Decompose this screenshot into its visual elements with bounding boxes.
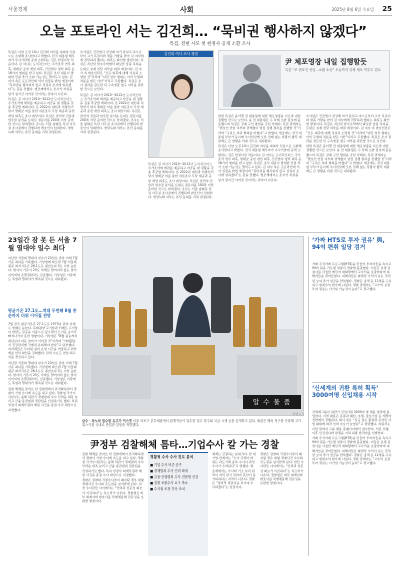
story1-body-col4: 수사팀은 건진법사 전성배 씨가 통일교 측으로부터 고가 목걸이와 명품 가방을 받아 김 여사에게 전달하려 했다는 의혹도 확인할 방침이다. 특검은 지난달 압수수색에서 확보한 물품 목록을 토대로 실제 전달 여부를 따질 예정이다. 김 여사 측 변호인단은 “모든 의혹에 대해 성실히 소명할 것”이라며 “다만 일부 혐의는 이미 무혐의 처분을 받은 사안”이라고 주장했다. 특검은 조사 결과를 검토한 뒤 구속영장 청구 여부를 판단할 것으로 보인다. 한편 특검은 윤석열 전 대통령에 대한 체포영장을 이르면 내일 집행할 것으로 보인다. 윤 전 대통령은 두 차례 소환 통보에 불응했으며 특검은 강제 구인 방침을 굳힌 상태다. 특검 관계자는 “변호인 선임 여부와 관계없이 영장 집행 절차를 진행할 것”이라며 “구치소 측과 협의를 마쳤다”고 밝혔다. 법조계는 전직 대통령 부부가 동시에 수사선상에 오른 전례 없는 상황이 향후 재판에도 큰 영향을 미칠 것으로 내다봤다. — [306, 114, 392, 174]
sidebar-item: ■ 경제범죄 수사 인력 확대 — [150, 468, 188, 473]
seized-bottles-illustration — [83, 237, 304, 416]
seized-goods-banner: 압 수 물 품 — [243, 395, 301, 409]
left-col-headline: 23일간 잠 못 든 서울 7월 열대야 일수 최다 — [8, 236, 77, 252]
story1-photo — [148, 50, 214, 158]
right-col-body-1: 가짜 주식거래 프로그램(HTS)을 만들어 투자자들을 속이고 94억 원을 가로챈 일당이 경찰에 붙잡혔다. 이들은 유명 증권사를 사칭한 메신저 대화방에서 고수익을 보장한다며 피해자들을 끌어들였다. 피해자들은 화면상 수익이 나는 것처럼 보여 추가 입금을 반복했다. 경찰은 총책 등 12명을 구속하고 범죄수익 환수에 나섰다. 경찰 관계자는 “고수익 보장 투자 권유는 사기일 가능성이 높다”고 경고했다. — [312, 262, 392, 291]
left-col-body: 지난달 서울의 열대야 일수가 23일로 관측 이래 7월 기준 최다를 기록했다. 기상청에 따르면 7월 서울의 평균 최저기온은 26.1도로 평년보다 3도 이상 높았다. 밤사이 기온이 25도 아래로 떨어지지 않는 날이 이어지며 온열질환자도 급증했다. 기상청은 이달에도 폭염과 열대야가 계속될 것으로 내다봤다. — [8, 256, 78, 281]
sidebar-item: ■ 수사권 조정 후속 조치 — [150, 487, 185, 492]
story2-body-col1: 검찰 해체를 골자로 한 검찰개혁이 본격화하면서 경찰이 기업 수사에 속도를 내고 있다. 경찰청 국가수사본부는 올해 하반기 경제범죄 수사 인력을 대폭 늘리고 금융·증권범죄 전담팀을 신설하기로 했다. 특히 상장사 회계부정과 배임 사건을 중점 수사 대상으로 지정했다. 경찰은 검찰의 직접수사권이 폐지될 경우 대형 경제사건 수사의 주도권을 넘겨받게 된다. 일선 수사관들 사이에서는 “인력과 전문성 확보가 시급하다”는 목소리가 나온다. 경찰청은 외부 회계사와 변호사를 특별채용해 전문성을 보완할 방침이다. — [82, 452, 144, 503]
story2-divider — [82, 434, 304, 435]
story1-body-col2: 수사팀은 건진법사 전성배 씨가 통일교 측으로부터 고가 목걸이와 명품 가방을 받아 김 여사에게 전달하려 했다는 의혹도 확인할 방침이다. 특검은 지난달 압수수색에서 확보한 물품 목록을 토대로 실제 전달 여부를 따질 예정이다. 김 여사 측 변호인단은 “모든 의혹에 대해 성실히 소명할 것”이라며 “다만 일부 혐의는 이미 무혐의 처분을 받은 사안”이라고 주장했다. 특검은 조사 결과를 검토한 뒤 구속영장 청구 여부를 판단할 것으로 보인다. 특검은 김 여사가 2010~2012년 도이치모터스 주가조작에 계좌를 제공하고 자금을 댄 정황을 집중 추궁할 계획이다. 또 2022년 대선과 지방선거 당시 명태균 씨를 통한 여론조사 무상 제공과 공천 개입 의혹도 조사 대상이다. 특검은 관련자 진술과 압수물 분석을 토대로 질문지를 200쪽 이상 준비한 것으로 알려졌다. 조사는 서울 광화문 특검 사무실 조사실에서 진행되며 변호인이 입회한다. 영상녹화 여부는 본인 동의를 거쳐 결정된다. — [80, 50, 144, 135]
story2-body-col2: 재계는 긴장하는 분위기다. 한 대기업 관계자는 “수사 주체가 바뀌는 과도기에 중복 수사나 과잉 수사가 우려된다”고 말했다. 법조계에서는 수사와 기소 분리 원칙이 자리 잡기 전까지 혼선이 불가피하다는 지적이 나온다. 경찰은 “절차적 정당성을 지키며 수사하겠다”는 입장이다. — [212, 452, 256, 490]
main-subhead: 특검, 전현 사모 첫 헌정사 공개 소환 조사 — [169, 42, 251, 47]
right-col-mid-divider — [312, 382, 392, 383]
story1-body-col5: 특검은 김 여사가 2010~2012년 도이치모터스 주가조작에 계좌를 제공하고 자금을 댄 정황을 집중 추궁할 계획이다. 또 2022년 대선과 지방선거 당시 명태균 씨를 통한 여론조사 무상 제공과 공천 개입 의혹도 조사 대상이다. 특검은 관련자 진술과 압수물 분석을 토대로 질문지를 200쪽 이상 준비한 것으로 알려졌다. 조사는 서울 광화문 특검 사무실 조사실에서 진행되며 변호인이 입회한다. 영상녹화 여부는 본인 동의를 거쳐 결정된다. — [148, 162, 214, 200]
sidebar-item: ■ 금융·증권범죄 수사 전담팀 신설 — [150, 474, 199, 479]
photo-caption: 금수 · 파노라 밀수한 유고가 커스켓 서울 마포구 중부세관에서 관계자들이 압수한 밀수 양주와 고급 시계 등을 공개하고 있다. 세관은 해외 직구를 가장해 고가 위스키를 국내로 반입한 일당을 적발했다. — [82, 419, 301, 428]
callout-subtitle: 특검 “尹 변호인 선임…소환 소송” 오늘까지 강제 체포 여부도 검토 — [285, 68, 381, 72]
portrait-illustration — [149, 57, 214, 158]
sidebar-title: 경찰청 수사 수사 진도 분석 — [150, 455, 194, 459]
photo-credit: 연합뉴스 — [292, 412, 304, 416]
callout-box — [218, 50, 390, 110]
page-number: 25 — [382, 5, 392, 13]
left-col-body2: 7월 전국 평균기온은 27.1도로 1973년 관측 이래 두 번째로 높았다. 북태평양 고기압과 티베트 고기압이 한반도 상공을 이중으로 덮으면서 뜨거운 공기가 빠져나가지 못한 영향이다. 기상청은 “8월 중순까지 평년보다 더운 날씨가 이어질 것”이라며 “야외활동 시 건강관리에 각별히 유의해야 한다”고 당부했다. 지자체들은 무더위 쉼터 운영 시간을 연장하고 취약계층 안부 확인을 강화했다. 전력 수요도 연일 최고치를 경신하고 있다. 지난달 서울의 열대야 일수가 23일로 관측 이래 7월 기준 최다를 기록했다. 기상청에 따르면 7월 서울의 평균 최저기온은 26.1도로 평년보다 3도 이상 높았다. 밤사이 기온이 25도 아래로 떨어지지 않는 날이 이어지며 온열질환자도 급증했다. 기상청은 이달에도 폭염과 열대야가 계속될 것으로 내다봤다. 검찰 해체를 골자로 한 검찰개혁이 본격화하면서 경찰이 기업 수사에 속도를 내고 있다. 경찰청 국가수사본부는 올해 하반기 경제범죄 수사 인력을 대폭 늘리고 금융·증권범죄 전담팀을 신설하기로 했다. 특히 상장사 회계부정과 배임 사건을 중점 수사 대상으로 지정했다. — [8, 322, 78, 412]
right-col-headline-2: ‘신세계의 귀환 특허 획득’ 3000여명 신입채용 시작 — [312, 386, 379, 399]
callout-photo — [223, 55, 281, 107]
sidebar-item: ■ 기업 수사 비중 증가 — [150, 462, 182, 467]
section-name: 사회 — [180, 6, 194, 14]
sidebar-item: ■ 검찰 보완수사 요구 축소 — [150, 481, 188, 486]
story1-body-col1: 특검은 이날 오전 10시 김건희 여사를 피의자 신분으로 소환해 조사한다고 밝혔다. 전직 대통령 배우자가 수사기관에 공개 소환되는 것은 헌정사상 처음이다. 김 여사는 도이치모터스 주가조작 연루 의혹, 명태균 공천 개입 의혹, 건진법사 청탁 의혹 등 16가지 혐의를 받고 있다. 특검은 조사 내용이 방대한 만큼 추가 소환 가능성도 열어두고 있다. 김 여사 측은 포토라인에 서서 입장을 밝힐 예정이며 “묵비권을 행사하지 않고 성실히 조사에 임하겠다”는 뜻을 전했다. 법조계에서는 조사가 자정을 넘겨 장시간 이어질 것이라는 관측이 나온다. 특검은 김 여사가 2010~2012년 도이치모터스 주가조작에 계좌를 제공하고 자금을 댄 정황을 집중 추궁할 계획이다. 또 2022년 대선과 지방선거 당시 명태균 씨를 통한 여론조사 무상 제공과 공천 개입 의혹도 조사 대상이다. 특검은 관련자 진술과 압수물 분석을 토대로 질문지를 200쪽 이상 준비한 것으로 알려졌다. 조사는 서울 광화문 특검 사무실 조사실에서 진행되며 변호인이 입회한다. 영상녹화 여부는 본인 동의를 거쳐 결정된다. — [8, 50, 76, 135]
story2-headline: 尹정부 검찰해체 틈타…기업수사 칼 가는 경찰 — [90, 440, 280, 451]
person-silhouette-icon — [223, 55, 281, 107]
newspaper-logo: 서울경제 — [8, 7, 28, 13]
issue-date: 2025년 8월 6일 수요일 — [331, 7, 374, 12]
main-headline: 오늘 포토라인 서는 김건희… “묵비권 행사하지 않겠다” — [40, 24, 367, 40]
left-col-subtitle: 평균기온 27.1도…역대 두번째 8월 중순까지 더위 이어질 전망 — [8, 308, 77, 318]
story2-sidebar — [148, 452, 208, 556]
right-col-divider — [308, 236, 309, 556]
story1-body-col3: 한편 특검은 윤석열 전 대통령에 대한 체포영장을 이르면 내일 집행할 것으로 보인다. 윤 전 대통령은 두 차례 소환 통보에 불응했으며 특검은 강제 구인 방침을 굳힌 상태다. 특검 관계자는 “변호인 선임 여부와 관계없이 영장 집행 절차를 진행할 것”이라며 “구치소 측과 협의를 마쳤다”고 밝혔다. 법조계는 전직 대통령 부부가 동시에 수사선상에 오른 전례 없는 상황이 향후 재판에도 큰 영향을 미칠 것으로 내다봤다. 특검은 이날 오전 10시 김건희 여사를 피의자 신분으로 소환해 조사한다고 밝혔다. 전직 대통령 배우자가 수사기관에 공개 소환되는 것은 헌정사상 처음이다. 김 여사는 도이치모터스 주가조작 연루 의혹, 명태균 공천 개입 의혹, 건진법사 청탁 의혹 등 16가지 혐의를 받고 있다. 특검은 조사 내용이 방대한 만큼 추가 소환 가능성도 열어두고 있다. 김 여사 측은 포토라인에 서서 입장을 밝힐 예정이며 “묵비권을 행사하지 않고 성실히 조사에 임하겠다”는 뜻을 전했다. 법조계에서는 조사가 자정을 넘겨 장시간 이어질 것이라는 관측이 나온다. — [218, 114, 302, 182]
callout-title: 尹 체포영장 내일 집행할듯 — [285, 58, 367, 66]
seized-goods-photo — [82, 236, 304, 416]
right-col-body-2: 신세계그룹이 하반기 신입사원 3000여 명 채용 절차에 돌입한다. 이번 채용은 유통과 패션, 호텔, 정보기술 등 계열사 전반에서 진행된다. 회사 측은 “신규 점포 출점과 온라인 사업 확대에 따라 인력 수요가 늘었다”고 설명했다. 지원서는 이달 말까지 그룹 채용 홈페이지에서 접수한다. 서류 전형 이후 인성검사와 면접을 거쳐 최종 합격자를 선발한다. 가짜 주식거래 프로그램(HTS)을 만들어 투자자들을 속이고 94억 원을 가로챈 일당이 경찰에 붙잡혔다. 이들은 유명 증권사를 사칭한 메신저 대화방에서 고수익을 보장한다며 피해자들을 끌어들였다. 피해자들은 화면상 수익이 나는 것처럼 보여 추가 입금을 반복했다. 경찰은 총책 등 12명을 구속하고 범죄수익 환수에 나섰다. 경찰 관계자는 “고수익 보장 투자 권유는 사기일 가능성이 높다”고 경고했다. — [312, 410, 392, 466]
photo-caption-label: 김건희 여사 조사 쟁점 — [149, 51, 213, 57]
section-divider — [8, 232, 392, 233]
right-col-headline-1: ‘가짜 HTS로 투자 권유’ 與, 94억 편취 일당 검거 — [312, 238, 385, 251]
story2-body-col3: 경찰은 검찰의 직접수사권이 폐지될 경우 대형 경제사건 수사의 주도권을 넘겨받게 된다. 일선 수사관들 사이에서는 “인력과 전문성 확보가 시급하다”는 목소리가 나온다. 경찰청은 외부 회계사와 변호사를 특별채용해 전문성을 보완할 방침이다. — [260, 452, 304, 486]
masthead — [8, 5, 392, 16]
